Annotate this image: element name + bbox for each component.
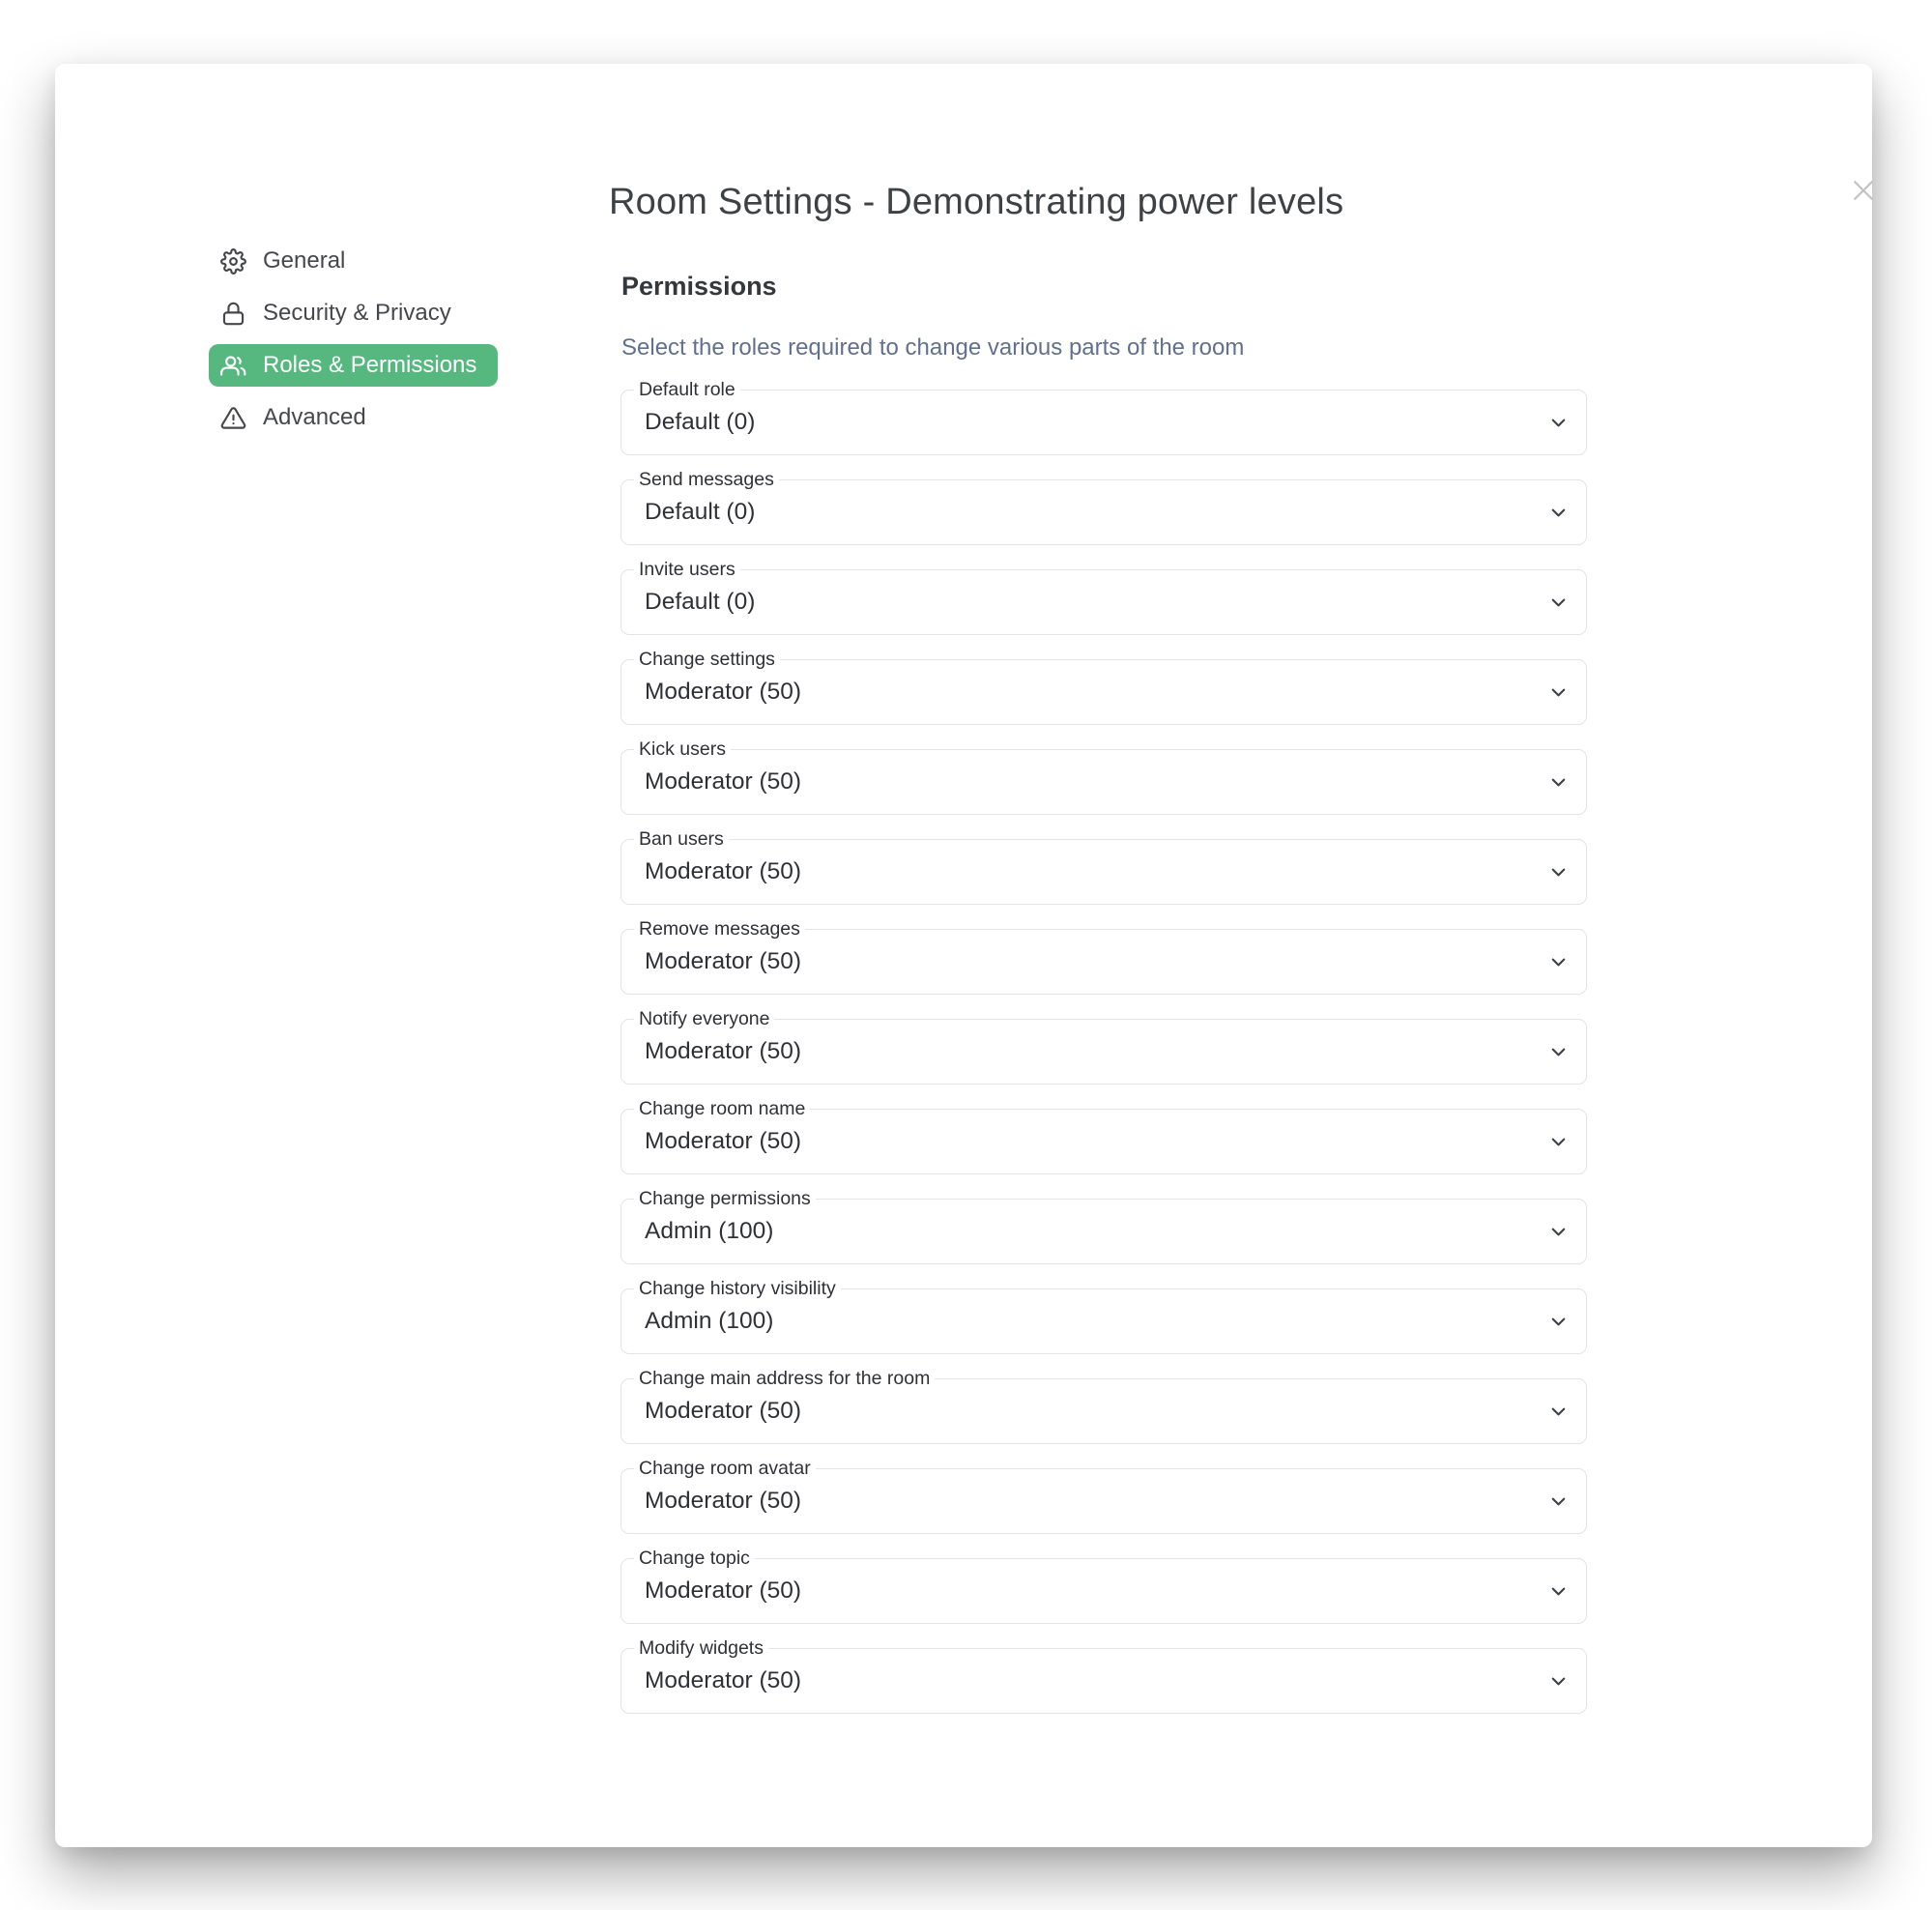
permission-selected-value: Admin (100) bbox=[645, 1218, 774, 1244]
chevron-down-icon bbox=[1547, 1311, 1570, 1333]
permission-dropdown[interactable] bbox=[620, 1008, 1587, 1085]
sidebar-item-security-privacy[interactable] bbox=[209, 292, 473, 334]
sidebar-item-label: Roles & Permissions bbox=[263, 352, 477, 378]
permission-label: Change room name bbox=[634, 1098, 810, 1119]
permission-dropdown[interactable] bbox=[620, 649, 1587, 725]
permission-label: Modify widgets bbox=[634, 1637, 768, 1659]
permission-selected-value: Moderator (50) bbox=[645, 1667, 802, 1693]
warning-triangle-icon bbox=[220, 405, 246, 431]
permission-selected-value: Moderator (50) bbox=[645, 768, 802, 795]
chevron-down-icon bbox=[1547, 951, 1570, 973]
permissions-subheading: Select the roles required to change various parts of the room bbox=[621, 334, 1245, 361]
chevron-down-icon bbox=[1547, 1580, 1570, 1603]
chevron-down-icon bbox=[1547, 1041, 1570, 1063]
permission-selected-value: Default (0) bbox=[645, 409, 756, 435]
sidebar-item-general[interactable] bbox=[209, 240, 366, 282]
close-icon bbox=[1849, 176, 1878, 205]
sidebar-item-roles-permissions[interactable] bbox=[209, 344, 498, 387]
permission-dropdown[interactable] bbox=[620, 1368, 1587, 1444]
permission-selected-value: Moderator (50) bbox=[645, 1398, 802, 1424]
permission-dropdown[interactable] bbox=[620, 1098, 1587, 1174]
chevron-down-icon bbox=[1547, 1221, 1570, 1243]
permission-selected-value: Moderator (50) bbox=[645, 1577, 802, 1604]
chevron-down-icon bbox=[1547, 1670, 1570, 1693]
chevron-down-icon bbox=[1547, 771, 1570, 794]
permission-dropdown[interactable] bbox=[620, 738, 1587, 815]
permission-selected-value: Moderator (50) bbox=[645, 1488, 802, 1514]
chevron-down-icon bbox=[1547, 1490, 1570, 1513]
permission-label: Change room avatar bbox=[634, 1458, 816, 1479]
permission-dropdown[interactable] bbox=[620, 828, 1587, 905]
permission-label: Change history visibility bbox=[634, 1278, 841, 1299]
permission-dropdown[interactable] bbox=[620, 469, 1587, 545]
chevron-down-icon bbox=[1547, 412, 1570, 434]
permission-dropdown[interactable] bbox=[620, 1548, 1587, 1624]
close-button[interactable] bbox=[1836, 163, 1890, 217]
chevron-down-icon bbox=[1547, 1401, 1570, 1423]
permission-label: Remove messages bbox=[634, 918, 805, 940]
permission-label: Notify everyone bbox=[634, 1008, 774, 1029]
permission-label: Send messages bbox=[634, 469, 779, 490]
permission-label: Change topic bbox=[634, 1548, 755, 1569]
permission-label: Kick users bbox=[634, 738, 731, 760]
sidebar-item-label: Security & Privacy bbox=[263, 300, 451, 326]
chevron-down-icon bbox=[1547, 1131, 1570, 1153]
chevron-down-icon bbox=[1547, 861, 1570, 883]
permission-label: Change permissions bbox=[634, 1188, 816, 1209]
dialog-title: Room Settings - Demonstrating power levels bbox=[609, 182, 1344, 222]
gear-icon bbox=[220, 248, 246, 275]
permissions-field-list bbox=[620, 379, 1587, 1738]
permission-dropdown[interactable] bbox=[620, 559, 1587, 635]
permission-dropdown[interactable] bbox=[620, 1278, 1587, 1354]
permission-selected-value: Moderator (50) bbox=[645, 679, 802, 705]
permission-selected-value: Moderator (50) bbox=[645, 1128, 802, 1154]
permission-dropdown[interactable] bbox=[620, 918, 1587, 995]
sidebar-item-advanced[interactable] bbox=[209, 396, 388, 439]
permission-label: Ban users bbox=[634, 828, 729, 850]
permission-label: Invite users bbox=[634, 559, 740, 580]
permission-selected-value: Default (0) bbox=[645, 499, 756, 525]
permissions-heading: Permissions bbox=[621, 272, 777, 301]
lock-icon bbox=[220, 301, 246, 327]
people-icon bbox=[220, 353, 246, 379]
sidebar-item-label: Advanced bbox=[263, 404, 366, 430]
permission-dropdown[interactable] bbox=[620, 379, 1587, 455]
permission-dropdown[interactable] bbox=[620, 1458, 1587, 1534]
permission-dropdown[interactable] bbox=[620, 1637, 1587, 1714]
permission-dropdown[interactable] bbox=[620, 1188, 1587, 1264]
permission-selected-value: Default (0) bbox=[645, 589, 756, 615]
permission-selected-value: Admin (100) bbox=[645, 1308, 774, 1334]
permission-label: Change settings bbox=[634, 649, 780, 670]
settings-sidebar bbox=[209, 240, 528, 449]
chevron-down-icon bbox=[1547, 592, 1570, 614]
chevron-down-icon bbox=[1547, 502, 1570, 524]
permission-selected-value: Moderator (50) bbox=[645, 858, 802, 884]
room-settings-dialog bbox=[55, 64, 1872, 1847]
permission-label: Change main address for the room bbox=[634, 1368, 935, 1389]
chevron-down-icon bbox=[1547, 681, 1570, 704]
sidebar-item-label: General bbox=[263, 247, 346, 274]
permission-selected-value: Moderator (50) bbox=[645, 948, 802, 974]
permission-label: Default role bbox=[634, 379, 740, 400]
permission-selected-value: Moderator (50) bbox=[645, 1038, 802, 1064]
